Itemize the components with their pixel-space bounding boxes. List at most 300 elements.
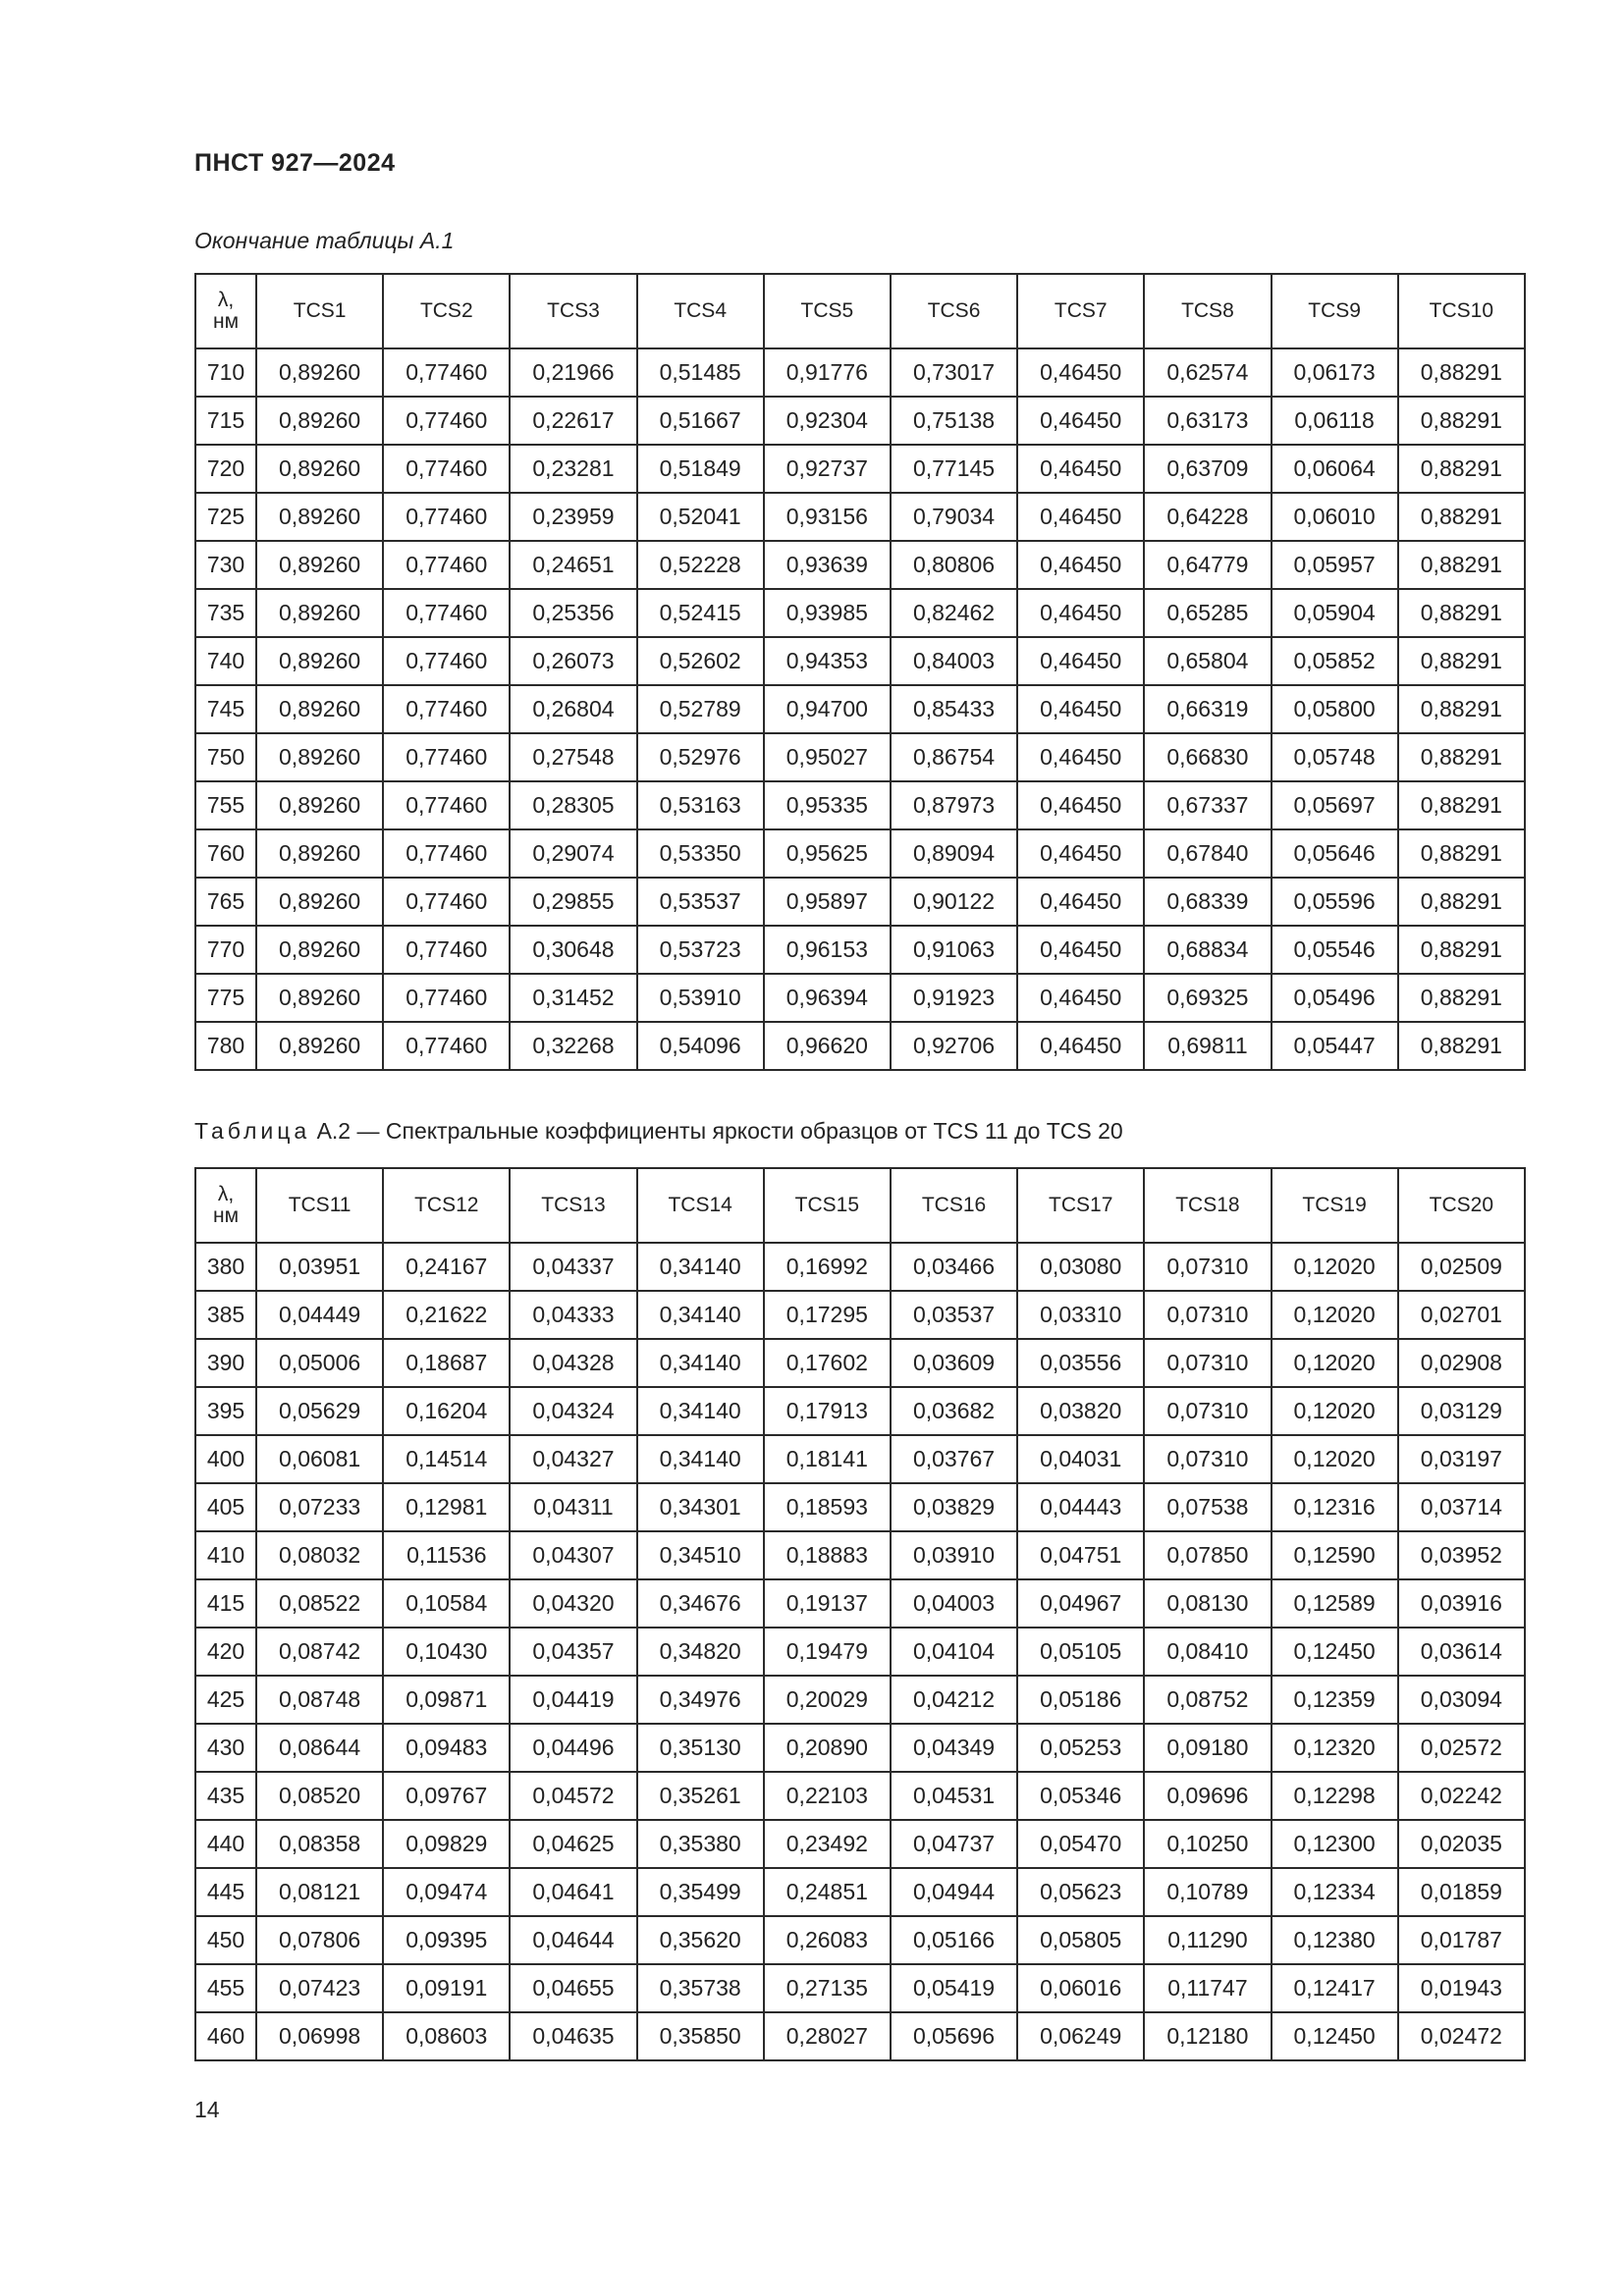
table-row xyxy=(195,541,1525,589)
value-cell: 0,21622 xyxy=(383,1291,510,1339)
wavelength-cell: 735 xyxy=(195,589,256,637)
value-cell: 0,17913 xyxy=(764,1387,891,1435)
value-cell: 0,53723 xyxy=(637,926,764,974)
column-header: TCS4 xyxy=(637,274,764,348)
value-cell: 0,06118 xyxy=(1272,397,1398,445)
value-cell: 0,06173 xyxy=(1272,348,1398,397)
value-cell: 0,04349 xyxy=(891,1724,1017,1772)
value-cell: 0,05105 xyxy=(1017,1628,1144,1676)
value-cell: 0,35850 xyxy=(637,2012,764,2060)
column-header: TCS11 xyxy=(256,1168,383,1243)
value-cell: 0,04320 xyxy=(510,1579,636,1628)
value-cell: 0,52228 xyxy=(637,541,764,589)
table-row xyxy=(195,348,1525,397)
table-row xyxy=(195,1772,1525,1820)
value-cell: 0,16992 xyxy=(764,1243,891,1291)
column-header: TCS1 xyxy=(256,274,383,348)
value-cell: 0,46450 xyxy=(1017,541,1144,589)
value-cell: 0,89260 xyxy=(256,493,383,541)
table-a1 xyxy=(194,273,1526,1071)
value-cell: 0,04644 xyxy=(510,1916,636,1964)
wavelength-cell: 400 xyxy=(195,1435,256,1483)
table-row xyxy=(195,1628,1525,1676)
value-cell: 0,05186 xyxy=(1017,1676,1144,1724)
wavelength-cell: 755 xyxy=(195,781,256,829)
value-cell: 0,46450 xyxy=(1017,829,1144,878)
value-cell: 0,17602 xyxy=(764,1339,891,1387)
table-row xyxy=(195,397,1525,445)
value-cell: 0,27548 xyxy=(510,733,636,781)
value-cell: 0,09871 xyxy=(383,1676,510,1724)
table-row xyxy=(195,1291,1525,1339)
value-cell: 0,77460 xyxy=(383,589,510,637)
value-cell: 0,12020 xyxy=(1272,1387,1398,1435)
value-cell: 0,91776 xyxy=(764,348,891,397)
value-cell: 0,91063 xyxy=(891,926,1017,974)
value-cell: 0,34140 xyxy=(637,1339,764,1387)
value-cell: 0,16204 xyxy=(383,1387,510,1435)
lambda-symbol: λ, xyxy=(217,1183,235,1205)
table-row xyxy=(195,1387,1525,1435)
value-cell: 0,12316 xyxy=(1272,1483,1398,1531)
wavelength-cell: 420 xyxy=(195,1628,256,1676)
value-cell: 0,89094 xyxy=(891,829,1017,878)
value-cell: 0,06081 xyxy=(256,1435,383,1483)
value-cell: 0,89260 xyxy=(256,541,383,589)
value-cell: 0,92304 xyxy=(764,397,891,445)
value-cell: 0,52976 xyxy=(637,733,764,781)
value-cell: 0,04967 xyxy=(1017,1579,1144,1628)
wavelength-cell: 780 xyxy=(195,1022,256,1070)
value-cell: 0,06064 xyxy=(1272,445,1398,493)
table-row xyxy=(195,1724,1525,1772)
page-number: 14 xyxy=(194,2097,220,2122)
value-cell: 0,03951 xyxy=(256,1243,383,1291)
value-cell: 0,89260 xyxy=(256,733,383,781)
table-a1-body xyxy=(195,348,1525,1070)
column-header: TCS3 xyxy=(510,274,636,348)
value-cell: 0,04031 xyxy=(1017,1435,1144,1483)
value-cell: 0,04357 xyxy=(510,1628,636,1676)
value-cell: 0,88291 xyxy=(1398,348,1525,397)
value-cell: 0,11536 xyxy=(383,1531,510,1579)
value-cell: 0,05470 xyxy=(1017,1820,1144,1868)
value-cell: 0,09829 xyxy=(383,1820,510,1868)
table-row xyxy=(195,733,1525,781)
value-cell: 0,35380 xyxy=(637,1820,764,1868)
value-cell: 0,29074 xyxy=(510,829,636,878)
value-cell: 0,95335 xyxy=(764,781,891,829)
table-a2-header-row xyxy=(195,1168,1525,1243)
value-cell: 0,05006 xyxy=(256,1339,383,1387)
value-cell: 0,86754 xyxy=(891,733,1017,781)
wavelength-cell: 460 xyxy=(195,2012,256,2060)
value-cell: 0,46450 xyxy=(1017,926,1144,974)
value-cell: 0,89260 xyxy=(256,829,383,878)
value-cell: 0,24651 xyxy=(510,541,636,589)
value-cell: 0,07310 xyxy=(1144,1435,1271,1483)
value-cell: 0,46450 xyxy=(1017,878,1144,926)
value-cell: 0,87973 xyxy=(891,781,1017,829)
table-row xyxy=(195,829,1525,878)
value-cell: 0,03820 xyxy=(1017,1387,1144,1435)
value-cell: 0,77460 xyxy=(383,541,510,589)
value-cell: 0,77460 xyxy=(383,637,510,685)
value-cell: 0,26083 xyxy=(764,1916,891,1964)
column-header: TCS19 xyxy=(1272,1168,1398,1243)
value-cell: 0,03556 xyxy=(1017,1339,1144,1387)
value-cell: 0,88291 xyxy=(1398,829,1525,878)
value-cell: 0,52041 xyxy=(637,493,764,541)
value-cell: 0,05419 xyxy=(891,1964,1017,2012)
value-cell: 0,03910 xyxy=(891,1531,1017,1579)
value-cell: 0,96620 xyxy=(764,1022,891,1070)
wavelength-cell: 440 xyxy=(195,1820,256,1868)
value-cell: 0,12020 xyxy=(1272,1291,1398,1339)
value-cell: 0,12590 xyxy=(1272,1531,1398,1579)
value-cell: 0,89260 xyxy=(256,974,383,1022)
value-cell: 0,08130 xyxy=(1144,1579,1271,1628)
value-cell: 0,24167 xyxy=(383,1243,510,1291)
value-cell: 0,88291 xyxy=(1398,493,1525,541)
table-row xyxy=(195,1676,1525,1724)
value-cell: 0,02908 xyxy=(1398,1339,1525,1387)
value-cell: 0,03080 xyxy=(1017,1243,1144,1291)
wavelength-cell: 455 xyxy=(195,1964,256,2012)
value-cell: 0,02035 xyxy=(1398,1820,1525,1868)
value-cell: 0,77460 xyxy=(383,878,510,926)
value-cell: 0,04572 xyxy=(510,1772,636,1820)
value-cell: 0,88291 xyxy=(1398,878,1525,926)
value-cell: 0,65804 xyxy=(1144,637,1271,685)
value-cell: 0,23281 xyxy=(510,445,636,493)
value-cell: 0,77460 xyxy=(383,733,510,781)
column-header: TCS18 xyxy=(1144,1168,1271,1243)
value-cell: 0,63173 xyxy=(1144,397,1271,445)
value-cell: 0,12450 xyxy=(1272,2012,1398,2060)
value-cell: 0,03310 xyxy=(1017,1291,1144,1339)
value-cell: 0,14514 xyxy=(383,1435,510,1483)
table-row xyxy=(195,2012,1525,2060)
value-cell: 0,67840 xyxy=(1144,829,1271,878)
value-cell: 0,08752 xyxy=(1144,1676,1271,1724)
value-cell: 0,04751 xyxy=(1017,1531,1144,1579)
value-cell: 0,12380 xyxy=(1272,1916,1398,1964)
table-row xyxy=(195,1022,1525,1070)
value-cell: 0,05496 xyxy=(1272,974,1398,1022)
value-cell: 0,68834 xyxy=(1144,926,1271,974)
value-cell: 0,08522 xyxy=(256,1579,383,1628)
column-header: TCS6 xyxy=(891,274,1017,348)
value-cell: 0,95027 xyxy=(764,733,891,781)
value-cell: 0,88291 xyxy=(1398,781,1525,829)
value-cell: 0,93639 xyxy=(764,541,891,589)
value-cell: 0,35130 xyxy=(637,1724,764,1772)
value-cell: 0,88291 xyxy=(1398,974,1525,1022)
value-cell: 0,34301 xyxy=(637,1483,764,1531)
wavelength-cell: 715 xyxy=(195,397,256,445)
value-cell: 0,53910 xyxy=(637,974,764,1022)
wavelength-cell: 425 xyxy=(195,1676,256,1724)
value-cell: 0,05596 xyxy=(1272,878,1398,926)
wavelength-cell: 730 xyxy=(195,541,256,589)
document-header: ПНСТ 927—2024 xyxy=(194,149,396,177)
value-cell: 0,34140 xyxy=(637,1435,764,1483)
value-cell: 0,34820 xyxy=(637,1628,764,1676)
value-cell: 0,12417 xyxy=(1272,1964,1398,2012)
value-cell: 0,26804 xyxy=(510,685,636,733)
wavelength-cell: 410 xyxy=(195,1531,256,1579)
value-cell: 0,35499 xyxy=(637,1868,764,1916)
value-cell: 0,89260 xyxy=(256,348,383,397)
wavelength-cell: 710 xyxy=(195,348,256,397)
value-cell: 0,05748 xyxy=(1272,733,1398,781)
table-row xyxy=(195,1243,1525,1291)
value-cell: 0,91923 xyxy=(891,974,1017,1022)
column-header: TCS13 xyxy=(510,1168,636,1243)
value-cell: 0,53350 xyxy=(637,829,764,878)
value-cell: 0,88291 xyxy=(1398,926,1525,974)
value-cell: 0,09767 xyxy=(383,1772,510,1820)
value-cell: 0,04625 xyxy=(510,1820,636,1868)
value-cell: 0,89260 xyxy=(256,926,383,974)
table-row xyxy=(195,1483,1525,1531)
value-cell: 0,04531 xyxy=(891,1772,1017,1820)
value-cell: 0,04737 xyxy=(891,1820,1017,1868)
value-cell: 0,92706 xyxy=(891,1022,1017,1070)
value-cell: 0,08032 xyxy=(256,1531,383,1579)
value-cell: 0,10250 xyxy=(1144,1820,1271,1868)
value-cell: 0,35620 xyxy=(637,1916,764,1964)
value-cell: 0,46450 xyxy=(1017,685,1144,733)
wavelength-cell: 430 xyxy=(195,1724,256,1772)
value-cell: 0,05800 xyxy=(1272,685,1398,733)
value-cell: 0,12298 xyxy=(1272,1772,1398,1820)
value-cell: 0,93985 xyxy=(764,589,891,637)
value-cell: 0,11290 xyxy=(1144,1916,1271,1964)
value-cell: 0,89260 xyxy=(256,1022,383,1070)
value-cell: 0,08358 xyxy=(256,1820,383,1868)
value-cell: 0,12320 xyxy=(1272,1724,1398,1772)
value-cell: 0,80806 xyxy=(891,541,1017,589)
value-cell: 0,03614 xyxy=(1398,1628,1525,1676)
value-cell: 0,12020 xyxy=(1272,1243,1398,1291)
value-cell: 0,05447 xyxy=(1272,1022,1398,1070)
table-row xyxy=(195,974,1525,1022)
value-cell: 0,90122 xyxy=(891,878,1017,926)
value-cell: 0,77460 xyxy=(383,829,510,878)
value-cell: 0,18687 xyxy=(383,1339,510,1387)
value-cell: 0,07850 xyxy=(1144,1531,1271,1579)
value-cell: 0,03767 xyxy=(891,1435,1017,1483)
table-a2-caption-text: А.2 — Спектральные коэффициенты яркости образцов от TCS 11 до TCS 20 xyxy=(316,1118,1123,1144)
value-cell: 0,88291 xyxy=(1398,541,1525,589)
value-cell: 0,03682 xyxy=(891,1387,1017,1435)
value-cell: 0,08742 xyxy=(256,1628,383,1676)
value-cell: 0,19137 xyxy=(764,1579,891,1628)
value-cell: 0,52415 xyxy=(637,589,764,637)
value-cell: 0,46450 xyxy=(1017,348,1144,397)
value-cell: 0,12300 xyxy=(1272,1820,1398,1868)
value-cell: 0,03829 xyxy=(891,1483,1017,1531)
value-cell: 0,04333 xyxy=(510,1291,636,1339)
value-cell: 0,01943 xyxy=(1398,1964,1525,2012)
value-cell: 0,05646 xyxy=(1272,829,1398,878)
column-header: TCS17 xyxy=(1017,1168,1144,1243)
table-a2-body xyxy=(195,1243,1525,2060)
column-header: TCS10 xyxy=(1398,274,1525,348)
value-cell: 0,53163 xyxy=(637,781,764,829)
value-cell: 0,67337 xyxy=(1144,781,1271,829)
value-cell: 0,46450 xyxy=(1017,1022,1144,1070)
value-cell: 0,12589 xyxy=(1272,1579,1398,1628)
value-cell: 0,23492 xyxy=(764,1820,891,1868)
value-cell: 0,12981 xyxy=(383,1483,510,1531)
value-cell: 0,04635 xyxy=(510,2012,636,2060)
value-cell: 0,10430 xyxy=(383,1628,510,1676)
value-cell: 0,04655 xyxy=(510,1964,636,2012)
value-cell: 0,46450 xyxy=(1017,637,1144,685)
value-cell: 0,12334 xyxy=(1272,1868,1398,1916)
value-cell: 0,62574 xyxy=(1144,348,1271,397)
value-cell: 0,95897 xyxy=(764,878,891,926)
value-cell: 0,88291 xyxy=(1398,637,1525,685)
value-cell: 0,19479 xyxy=(764,1628,891,1676)
value-cell: 0,53537 xyxy=(637,878,764,926)
value-cell: 0,88291 xyxy=(1398,1022,1525,1070)
wavelength-cell: 415 xyxy=(195,1579,256,1628)
value-cell: 0,77460 xyxy=(383,1022,510,1070)
lambda-header xyxy=(195,1168,256,1243)
column-header: TCS7 xyxy=(1017,274,1144,348)
wavelength-cell: 390 xyxy=(195,1339,256,1387)
wavelength-cell: 750 xyxy=(195,733,256,781)
value-cell: 0,51485 xyxy=(637,348,764,397)
table-a2-caption-prefix: Таблица xyxy=(194,1118,311,1144)
value-cell: 0,08121 xyxy=(256,1868,383,1916)
value-cell: 0,89260 xyxy=(256,589,383,637)
value-cell: 0,03466 xyxy=(891,1243,1017,1291)
value-cell: 0,12020 xyxy=(1272,1435,1398,1483)
value-cell: 0,88291 xyxy=(1398,733,1525,781)
value-cell: 0,09483 xyxy=(383,1724,510,1772)
wavelength-cell: 745 xyxy=(195,685,256,733)
wavelength-cell: 725 xyxy=(195,493,256,541)
table-row xyxy=(195,1916,1525,1964)
wavelength-cell: 720 xyxy=(195,445,256,493)
column-header: TCS12 xyxy=(383,1168,510,1243)
value-cell: 0,04449 xyxy=(256,1291,383,1339)
column-header: TCS15 xyxy=(764,1168,891,1243)
value-cell: 0,46450 xyxy=(1017,589,1144,637)
value-cell: 0,04104 xyxy=(891,1628,1017,1676)
value-cell: 0,09180 xyxy=(1144,1724,1271,1772)
value-cell: 0,08603 xyxy=(383,2012,510,2060)
value-cell: 0,06249 xyxy=(1017,2012,1144,2060)
value-cell: 0,93156 xyxy=(764,493,891,541)
value-cell: 0,02242 xyxy=(1398,1772,1525,1820)
value-cell: 0,94700 xyxy=(764,685,891,733)
value-cell: 0,01859 xyxy=(1398,1868,1525,1916)
value-cell: 0,77460 xyxy=(383,493,510,541)
table-row xyxy=(195,781,1525,829)
value-cell: 0,05957 xyxy=(1272,541,1398,589)
table-row xyxy=(195,1964,1525,2012)
value-cell: 0,10584 xyxy=(383,1579,510,1628)
value-cell: 0,09474 xyxy=(383,1868,510,1916)
value-cell: 0,28027 xyxy=(764,2012,891,2060)
lambda-unit: нм xyxy=(212,1204,240,1227)
value-cell: 0,03094 xyxy=(1398,1676,1525,1724)
value-cell: 0,24851 xyxy=(764,1868,891,1916)
value-cell: 0,02701 xyxy=(1398,1291,1525,1339)
value-cell: 0,89260 xyxy=(256,445,383,493)
table-row xyxy=(195,1868,1525,1916)
value-cell: 0,07806 xyxy=(256,1916,383,1964)
value-cell: 0,35738 xyxy=(637,1964,764,2012)
value-cell: 0,05623 xyxy=(1017,1868,1144,1916)
value-cell: 0,12359 xyxy=(1272,1676,1398,1724)
value-cell: 0,04311 xyxy=(510,1483,636,1531)
column-header: TCS5 xyxy=(764,274,891,348)
table-row xyxy=(195,1820,1525,1868)
value-cell: 0,88291 xyxy=(1398,589,1525,637)
wavelength-cell: 775 xyxy=(195,974,256,1022)
value-cell: 0,04003 xyxy=(891,1579,1017,1628)
value-cell: 0,68339 xyxy=(1144,878,1271,926)
table-row xyxy=(195,685,1525,733)
column-header: TCS9 xyxy=(1272,274,1398,348)
value-cell: 0,77460 xyxy=(383,445,510,493)
value-cell: 0,54096 xyxy=(637,1022,764,1070)
table-row xyxy=(195,1435,1525,1483)
value-cell: 0,77460 xyxy=(383,781,510,829)
value-cell: 0,03952 xyxy=(1398,1531,1525,1579)
value-cell: 0,96394 xyxy=(764,974,891,1022)
value-cell: 0,34140 xyxy=(637,1387,764,1435)
lambda-symbol: λ, xyxy=(217,289,235,311)
lambda-header xyxy=(195,274,256,348)
value-cell: 0,07423 xyxy=(256,1964,383,2012)
value-cell: 0,05852 xyxy=(1272,637,1398,685)
wavelength-cell: 380 xyxy=(195,1243,256,1291)
wavelength-cell: 385 xyxy=(195,1291,256,1339)
value-cell: 0,08748 xyxy=(256,1676,383,1724)
value-cell: 0,05546 xyxy=(1272,926,1398,974)
value-cell: 0,92737 xyxy=(764,445,891,493)
wavelength-cell: 760 xyxy=(195,829,256,878)
value-cell: 0,46450 xyxy=(1017,397,1144,445)
table-row xyxy=(195,878,1525,926)
value-cell: 0,84003 xyxy=(891,637,1017,685)
value-cell: 0,30648 xyxy=(510,926,636,974)
table-row xyxy=(195,1339,1525,1387)
value-cell: 0,35261 xyxy=(637,1772,764,1820)
value-cell: 0,03129 xyxy=(1398,1387,1525,1435)
wavelength-cell: 445 xyxy=(195,1868,256,1916)
value-cell: 0,95625 xyxy=(764,829,891,878)
value-cell: 0,89260 xyxy=(256,781,383,829)
value-cell: 0,09395 xyxy=(383,1916,510,1964)
value-cell: 0,04328 xyxy=(510,1339,636,1387)
value-cell: 0,46450 xyxy=(1017,781,1144,829)
value-cell: 0,03537 xyxy=(891,1291,1017,1339)
value-cell: 0,06998 xyxy=(256,2012,383,2060)
value-cell: 0,85433 xyxy=(891,685,1017,733)
value-cell: 0,69811 xyxy=(1144,1022,1271,1070)
value-cell: 0,05346 xyxy=(1017,1772,1144,1820)
value-cell: 0,26073 xyxy=(510,637,636,685)
